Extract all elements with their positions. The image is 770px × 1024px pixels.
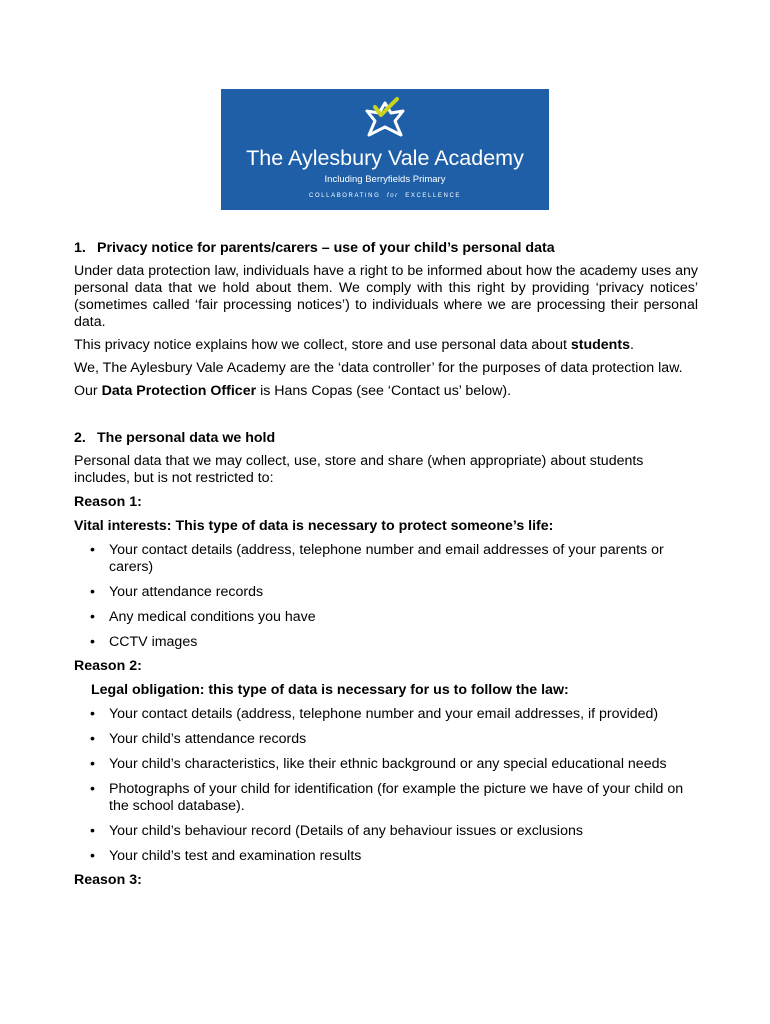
list-item: • Your contact details (address, telephone number and email addresses of your parents or carers): [74, 542, 698, 576]
academy-logo: [221, 89, 549, 210]
section-1-heading: [74, 240, 698, 257]
motto-mid: for: [386, 193, 399, 199]
reason-1-list: [74, 542, 698, 651]
list-item: • Your child’s attendance records: [74, 731, 698, 748]
document-body: [74, 240, 698, 889]
academy-motto: [221, 192, 549, 200]
list-item: • Your contact details (address, telephone number and your email addresses, if provided): [74, 706, 698, 723]
reason-3-label: Reason 3:: [74, 872, 142, 888]
list-item: • Your child’s behaviour record (Details of any behaviour issues or exclusions: [74, 823, 698, 840]
list-item: • Photographs of your child for identification (for example the picture we have of your child on the school database).: [74, 781, 698, 815]
section-1-para-2: This privacy notice explains how we collect, store and use personal data about students.: [74, 337, 634, 353]
list-item: • Your child’s test and examination results: [74, 848, 698, 865]
reason-2-basis: Legal obligation: this type of data is necessary for us to follow the law:: [91, 682, 569, 698]
reason-1-label: Reason 1:: [74, 494, 142, 510]
list-item: • Your child’s characteristics, like their ethnic background or any special educational needs: [74, 756, 698, 773]
section-1-para-1: Under data protection law, individuals have a right to be informed about how the academy uses any personal data that we hold about them. We comply with this right by providing ‘privacy notices’ (sometimes called ‘fair processing notices’) to individuals where we are processing their personal data.: [74, 263, 698, 330]
reason-2-list: [74, 706, 698, 865]
section-1-number: 1.: [74, 240, 86, 256]
reason-1-basis: Vital interests: This type of data is necessary to protect someone’s life:: [74, 518, 554, 534]
reason-2-label: Reason 2:: [74, 658, 142, 674]
motto-right: EXCELLENCE: [405, 193, 461, 199]
list-item: • CCTV images: [74, 634, 698, 651]
section-2-intro: Personal data that we may collect, use, store and share (when appropriate) about students includes, but is not restricted to:: [74, 453, 644, 486]
star-tick-logo-icon: [361, 97, 409, 141]
section-2-heading: [74, 430, 698, 447]
section-1-para-4: Our Data Protection Officer is Hans Copas (see ‘Contact us’ below).: [74, 383, 512, 399]
section-1-title: Privacy notice for parents/carers – use of your child’s personal data: [97, 240, 555, 256]
motto-left: COLLABORATING: [309, 193, 381, 199]
section-2-title: The personal data we hold: [97, 430, 276, 446]
section-2-number: 2.: [74, 430, 86, 446]
list-item: • Your attendance records: [74, 584, 698, 601]
academy-subtitle: Including Berryfields Primary: [324, 174, 446, 185]
list-item: • Any medical conditions you have: [74, 609, 698, 626]
section-1-para-3: We, The Aylesbury Vale Academy are the ‘data controller’ for the purposes of data protection law.: [74, 360, 683, 376]
academy-name: The Aylesbury Vale Academy: [246, 146, 524, 170]
